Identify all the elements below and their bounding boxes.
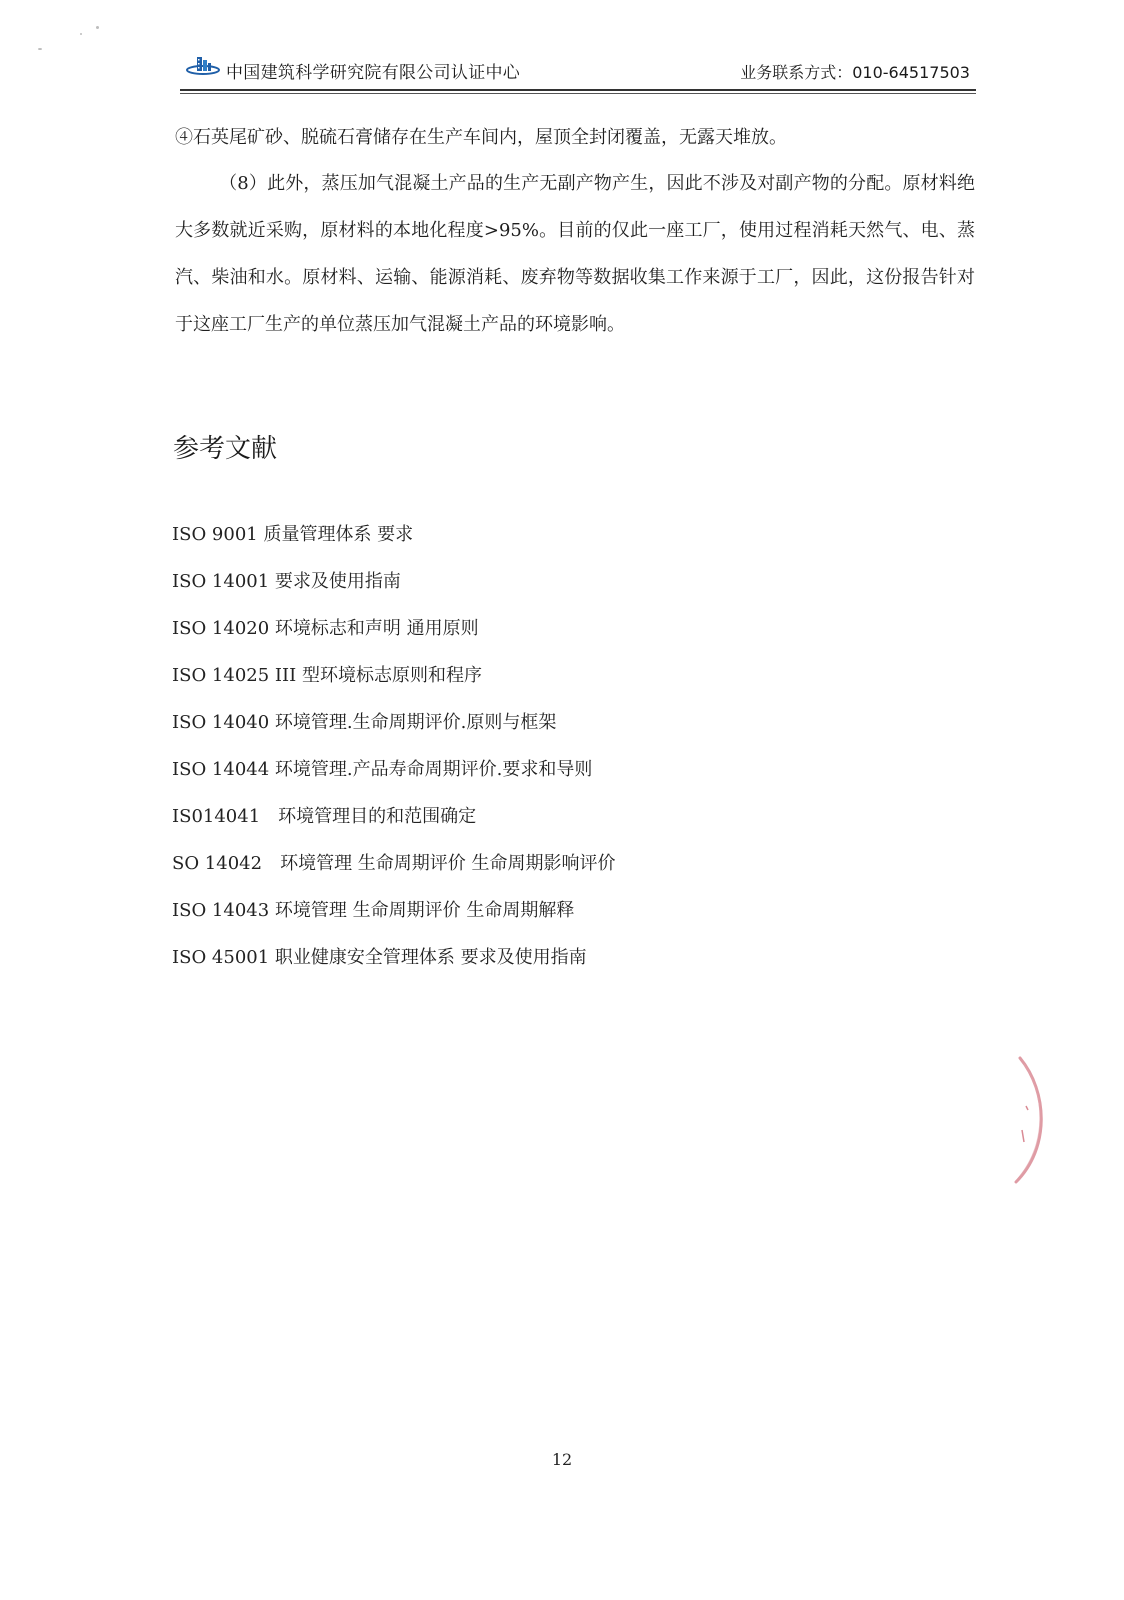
reference-item: SO 14042 环境管理 生命周期评价 生命周期影响评价: [172, 853, 616, 874]
reference-item: ISO 14043 环境管理 生命周期评价 生命周期解释: [172, 900, 575, 921]
reference-item: ISO 14020 环境标志和声明 通用原则: [172, 618, 479, 639]
scan-speck: [80, 33, 82, 35]
page-number: 12: [551, 1450, 573, 1469]
reference-item: ISO 14025 III 型环境标志原则和程序: [172, 665, 482, 686]
byproduct-paragraph: [175, 160, 975, 348]
reference-item: ISO 14001 要求及使用指南: [172, 571, 401, 592]
building-logo-icon: [186, 54, 220, 80]
reference-item: IS014041 环境管理目的和范围确定: [172, 806, 477, 827]
reference-list: [172, 520, 616, 990]
scan-speck: [96, 26, 99, 29]
header-rule-thin: [180, 93, 976, 94]
reference-item: ISO 14040 环境管理.生命周期评价.原则与框架: [172, 712, 557, 733]
partial-seal-stamp: [1006, 1052, 1054, 1188]
reference-item: ISO 45001 职业健康安全管理体系 要求及使用指南: [172, 947, 587, 968]
reference-item: ISO 9001 质量管理体系 要求: [172, 524, 414, 545]
scan-speck: [38, 48, 42, 50]
references-heading: 参考文献: [173, 434, 278, 464]
reference-item: ISO 14044 环境管理.产品寿命周期评价.要求和导则: [172, 759, 593, 780]
byproduct-paragraph-text: （8）此外，蒸压加气混凝土产品的生产无副产物产生，因此不涉及对副产物的分配。原材料绝大多数就近采购，原材料的本地化程度>95%。目前的仅此一座工厂，使用过程消耗天然气、电、蒸汽、柴油和水。原材料、运输、能源消耗、废弃物等数据收集工作来源于工厂，因此，这份报告针对于这座工厂生产的单位蒸压加气混凝土产品的环境影响。: [175, 173, 975, 335]
storage-note: ④石英尾矿砂、脱硫石膏储存在生产车间内，屋顶全封闭覆盖，无露天堆放。: [175, 127, 787, 148]
header-rule-thick: [180, 89, 976, 91]
organization-name: 中国建筑科学研究院有限公司认证中心: [226, 63, 521, 83]
contact-info: 业务联系方式：010-64517503: [740, 63, 970, 82]
page-header: [180, 52, 976, 88]
